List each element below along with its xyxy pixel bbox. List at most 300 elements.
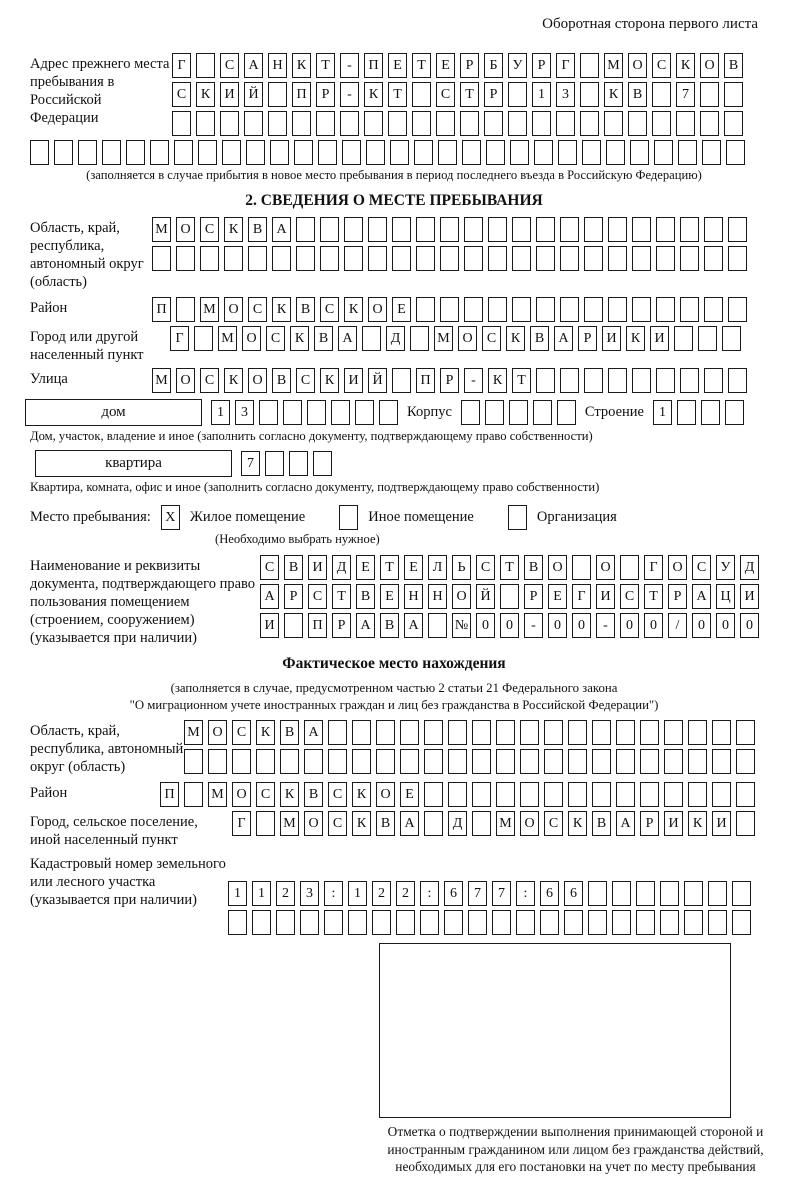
char-box[interactable]: 0 bbox=[692, 613, 711, 638]
char-box[interactable] bbox=[736, 782, 755, 807]
char-box[interactable] bbox=[680, 297, 699, 322]
char-box[interactable]: П bbox=[152, 297, 171, 322]
char-box[interactable] bbox=[701, 400, 720, 425]
char-box[interactable]: - bbox=[596, 613, 615, 638]
char-box[interactable]: А bbox=[244, 53, 263, 78]
char-box[interactable] bbox=[608, 246, 627, 271]
char-box[interactable] bbox=[688, 749, 707, 774]
char-box[interactable]: № bbox=[452, 613, 471, 638]
char-box[interactable]: 0 bbox=[644, 613, 663, 638]
char-box[interactable]: А bbox=[356, 613, 375, 638]
char-box[interactable]: К bbox=[676, 53, 695, 78]
char-box[interactable]: 2 bbox=[276, 881, 295, 906]
char-box[interactable]: Т bbox=[512, 368, 531, 393]
char-box[interactable] bbox=[196, 111, 215, 136]
char-box[interactable]: В bbox=[724, 53, 743, 78]
char-box[interactable]: Г bbox=[556, 53, 575, 78]
char-box[interactable] bbox=[660, 881, 679, 906]
char-box[interactable]: К bbox=[224, 217, 243, 242]
char-box[interactable]: К bbox=[626, 326, 645, 351]
char-box[interactable] bbox=[486, 140, 505, 165]
char-box[interactable]: С bbox=[482, 326, 501, 351]
char-box[interactable]: К bbox=[352, 811, 371, 836]
char-box[interactable] bbox=[416, 297, 435, 322]
char-box[interactable]: С bbox=[620, 584, 639, 609]
char-box[interactable]: К bbox=[604, 82, 623, 107]
char-box[interactable] bbox=[428, 613, 447, 638]
char-box[interactable]: М bbox=[218, 326, 237, 351]
char-box[interactable] bbox=[307, 400, 326, 425]
char-box[interactable]: Р bbox=[332, 613, 351, 638]
char-box[interactable]: В bbox=[296, 297, 315, 322]
char-box[interactable] bbox=[220, 111, 239, 136]
char-box[interactable]: 3 bbox=[235, 400, 254, 425]
char-box[interactable]: С bbox=[220, 53, 239, 78]
char-box[interactable] bbox=[533, 400, 552, 425]
char-box[interactable] bbox=[704, 368, 723, 393]
char-box[interactable]: С bbox=[328, 811, 347, 836]
char-box[interactable] bbox=[680, 368, 699, 393]
char-box[interactable]: С bbox=[476, 555, 495, 580]
char-box[interactable]: В bbox=[524, 555, 543, 580]
char-box[interactable] bbox=[316, 111, 335, 136]
char-box[interactable]: И bbox=[740, 584, 759, 609]
char-box[interactable] bbox=[366, 140, 385, 165]
char-box[interactable] bbox=[636, 881, 655, 906]
char-box[interactable]: К bbox=[488, 368, 507, 393]
char-box[interactable] bbox=[472, 749, 491, 774]
char-box[interactable] bbox=[628, 111, 647, 136]
char-box[interactable]: Г bbox=[572, 584, 591, 609]
char-box[interactable] bbox=[640, 749, 659, 774]
char-box[interactable] bbox=[592, 749, 611, 774]
char-box[interactable]: О bbox=[224, 297, 243, 322]
char-box[interactable] bbox=[656, 368, 675, 393]
char-box[interactable]: С bbox=[172, 82, 191, 107]
char-box[interactable] bbox=[516, 910, 535, 935]
char-box[interactable]: Д bbox=[332, 555, 351, 580]
char-box[interactable] bbox=[352, 720, 371, 745]
char-box[interactable] bbox=[664, 749, 683, 774]
char-box[interactable]: П bbox=[292, 82, 311, 107]
char-box[interactable] bbox=[608, 297, 627, 322]
char-box[interactable]: 7 bbox=[468, 881, 487, 906]
char-box[interactable] bbox=[174, 140, 193, 165]
char-box[interactable]: В bbox=[304, 782, 323, 807]
char-box[interactable]: 1 bbox=[211, 400, 230, 425]
char-box[interactable]: О bbox=[452, 584, 471, 609]
char-box[interactable] bbox=[568, 720, 587, 745]
char-box[interactable]: 6 bbox=[564, 881, 583, 906]
char-box[interactable] bbox=[194, 326, 213, 351]
char-box[interactable] bbox=[584, 246, 603, 271]
char-box[interactable] bbox=[560, 217, 579, 242]
char-box[interactable]: 3 bbox=[556, 82, 575, 107]
char-box[interactable]: К bbox=[320, 368, 339, 393]
char-box[interactable]: И bbox=[308, 555, 327, 580]
char-box[interactable]: О bbox=[242, 326, 261, 351]
char-box[interactable] bbox=[722, 326, 741, 351]
char-box[interactable] bbox=[464, 297, 483, 322]
char-box[interactable] bbox=[126, 140, 145, 165]
char-box[interactable]: 2 bbox=[372, 881, 391, 906]
char-box[interactable]: Т bbox=[316, 53, 335, 78]
char-box[interactable] bbox=[654, 140, 673, 165]
char-box[interactable] bbox=[152, 246, 171, 271]
char-box[interactable] bbox=[372, 910, 391, 935]
char-box[interactable] bbox=[268, 82, 287, 107]
char-box[interactable] bbox=[460, 111, 479, 136]
char-box[interactable]: 1 bbox=[348, 881, 367, 906]
char-box[interactable]: В bbox=[314, 326, 333, 351]
char-box[interactable]: В bbox=[628, 82, 647, 107]
char-box[interactable] bbox=[331, 400, 350, 425]
char-box[interactable]: 6 bbox=[540, 881, 559, 906]
char-box[interactable] bbox=[728, 368, 747, 393]
char-box[interactable]: К bbox=[256, 720, 275, 745]
char-box[interactable] bbox=[700, 82, 719, 107]
char-box[interactable]: Е bbox=[548, 584, 567, 609]
char-box[interactable]: А bbox=[616, 811, 635, 836]
char-box[interactable]: Т bbox=[460, 82, 479, 107]
char-box[interactable] bbox=[292, 111, 311, 136]
char-box[interactable] bbox=[512, 246, 531, 271]
char-box[interactable] bbox=[704, 246, 723, 271]
char-box[interactable] bbox=[464, 246, 483, 271]
char-box[interactable]: Р bbox=[460, 53, 479, 78]
char-box[interactable] bbox=[736, 749, 755, 774]
char-box[interactable] bbox=[584, 217, 603, 242]
char-box[interactable] bbox=[222, 140, 241, 165]
char-box[interactable] bbox=[368, 217, 387, 242]
char-box[interactable]: К bbox=[196, 82, 215, 107]
char-box[interactable]: : bbox=[516, 881, 535, 906]
char-box[interactable]: Й bbox=[476, 584, 495, 609]
char-box[interactable] bbox=[544, 749, 563, 774]
char-box[interactable]: С bbox=[320, 297, 339, 322]
char-box[interactable] bbox=[228, 910, 247, 935]
char-box[interactable]: Т bbox=[500, 555, 519, 580]
char-box[interactable]: А bbox=[272, 217, 291, 242]
char-box[interactable]: С bbox=[200, 217, 219, 242]
char-box[interactable] bbox=[364, 111, 383, 136]
char-box[interactable]: П bbox=[364, 53, 383, 78]
char-box[interactable] bbox=[484, 111, 503, 136]
apartment-field[interactable] bbox=[35, 450, 232, 477]
char-box[interactable]: М bbox=[496, 811, 515, 836]
char-box[interactable] bbox=[664, 720, 683, 745]
char-box[interactable]: 0 bbox=[500, 613, 519, 638]
char-box[interactable] bbox=[508, 111, 527, 136]
char-box[interactable] bbox=[510, 140, 529, 165]
char-box[interactable] bbox=[304, 749, 323, 774]
char-box[interactable] bbox=[520, 720, 539, 745]
char-box[interactable]: О bbox=[628, 53, 647, 78]
char-box[interactable] bbox=[328, 749, 347, 774]
char-box[interactable]: Т bbox=[388, 82, 407, 107]
char-box[interactable] bbox=[328, 720, 347, 745]
char-box[interactable] bbox=[725, 400, 744, 425]
char-box[interactable]: 0 bbox=[548, 613, 567, 638]
char-box[interactable] bbox=[632, 297, 651, 322]
char-box[interactable]: Л bbox=[428, 555, 447, 580]
char-box[interactable]: Р bbox=[524, 584, 543, 609]
char-box[interactable]: Е bbox=[400, 782, 419, 807]
char-box[interactable] bbox=[289, 451, 308, 476]
char-box[interactable]: А bbox=[260, 584, 279, 609]
char-box[interactable]: Д bbox=[386, 326, 405, 351]
char-box[interactable]: С bbox=[436, 82, 455, 107]
char-box[interactable] bbox=[582, 140, 601, 165]
char-box[interactable]: С bbox=[248, 297, 267, 322]
char-box[interactable]: П bbox=[160, 782, 179, 807]
char-box[interactable]: Ь bbox=[452, 555, 471, 580]
char-box[interactable]: С bbox=[328, 782, 347, 807]
char-box[interactable]: К bbox=[688, 811, 707, 836]
char-box[interactable]: С bbox=[200, 368, 219, 393]
char-box[interactable] bbox=[246, 140, 265, 165]
char-box[interactable]: : bbox=[324, 881, 343, 906]
char-box[interactable]: С bbox=[260, 555, 279, 580]
char-box[interactable] bbox=[488, 297, 507, 322]
char-box[interactable]: С bbox=[266, 326, 285, 351]
char-box[interactable]: О bbox=[368, 297, 387, 322]
char-box[interactable] bbox=[500, 584, 519, 609]
char-box[interactable] bbox=[700, 111, 719, 136]
char-box[interactable] bbox=[677, 400, 696, 425]
checkbox-organization[interactable] bbox=[508, 505, 527, 530]
char-box[interactable]: Е bbox=[380, 584, 399, 609]
char-box[interactable]: А bbox=[338, 326, 357, 351]
char-box[interactable]: 7 bbox=[676, 82, 695, 107]
char-box[interactable] bbox=[472, 720, 491, 745]
char-box[interactable]: В bbox=[530, 326, 549, 351]
char-box[interactable]: Н bbox=[268, 53, 287, 78]
char-box[interactable] bbox=[424, 720, 443, 745]
char-box[interactable]: 0 bbox=[620, 613, 639, 638]
char-box[interactable] bbox=[652, 82, 671, 107]
char-box[interactable] bbox=[313, 451, 332, 476]
char-box[interactable] bbox=[680, 217, 699, 242]
char-box[interactable]: В bbox=[592, 811, 611, 836]
char-box[interactable] bbox=[636, 910, 655, 935]
char-box[interactable] bbox=[184, 749, 203, 774]
char-box[interactable] bbox=[270, 140, 289, 165]
char-box[interactable] bbox=[544, 782, 563, 807]
char-box[interactable] bbox=[448, 782, 467, 807]
char-box[interactable] bbox=[392, 217, 411, 242]
char-box[interactable] bbox=[608, 368, 627, 393]
char-box[interactable]: О bbox=[668, 555, 687, 580]
char-box[interactable]: 0 bbox=[572, 613, 591, 638]
char-box[interactable] bbox=[388, 111, 407, 136]
char-box[interactable] bbox=[176, 246, 195, 271]
char-box[interactable] bbox=[342, 140, 361, 165]
char-box[interactable]: Г bbox=[170, 326, 189, 351]
char-box[interactable] bbox=[208, 749, 227, 774]
char-box[interactable]: О bbox=[232, 782, 251, 807]
char-box[interactable]: К bbox=[290, 326, 309, 351]
char-box[interactable]: Е bbox=[356, 555, 375, 580]
char-box[interactable] bbox=[318, 140, 337, 165]
char-box[interactable]: К bbox=[224, 368, 243, 393]
char-box[interactable] bbox=[54, 140, 73, 165]
char-box[interactable] bbox=[256, 749, 275, 774]
char-box[interactable] bbox=[265, 451, 284, 476]
char-box[interactable] bbox=[410, 326, 429, 351]
char-box[interactable] bbox=[376, 749, 395, 774]
char-box[interactable] bbox=[726, 140, 745, 165]
char-box[interactable]: 1 bbox=[228, 881, 247, 906]
char-box[interactable]: 7 bbox=[241, 451, 260, 476]
char-box[interactable] bbox=[485, 400, 504, 425]
char-box[interactable]: 0 bbox=[740, 613, 759, 638]
char-box[interactable] bbox=[196, 53, 215, 78]
char-box[interactable]: 1 bbox=[532, 82, 551, 107]
char-box[interactable] bbox=[468, 910, 487, 935]
char-box[interactable] bbox=[612, 910, 631, 935]
char-box[interactable] bbox=[376, 720, 395, 745]
char-box[interactable] bbox=[355, 400, 374, 425]
char-box[interactable] bbox=[340, 111, 359, 136]
char-box[interactable] bbox=[412, 111, 431, 136]
char-box[interactable]: М bbox=[152, 368, 171, 393]
char-box[interactable] bbox=[712, 749, 731, 774]
char-box[interactable] bbox=[557, 400, 576, 425]
char-box[interactable] bbox=[584, 297, 603, 322]
char-box[interactable]: О bbox=[304, 811, 323, 836]
char-box[interactable]: С bbox=[652, 53, 671, 78]
char-box[interactable]: К bbox=[506, 326, 525, 351]
char-box[interactable] bbox=[272, 246, 291, 271]
char-box[interactable]: Ц bbox=[716, 584, 735, 609]
char-box[interactable] bbox=[232, 749, 251, 774]
char-box[interactable] bbox=[702, 140, 721, 165]
char-box[interactable] bbox=[520, 782, 539, 807]
char-box[interactable] bbox=[564, 910, 583, 935]
char-box[interactable] bbox=[728, 217, 747, 242]
char-box[interactable] bbox=[724, 111, 743, 136]
char-box[interactable] bbox=[674, 326, 693, 351]
char-box[interactable]: К bbox=[364, 82, 383, 107]
char-box[interactable] bbox=[78, 140, 97, 165]
char-box[interactable] bbox=[724, 82, 743, 107]
char-box[interactable] bbox=[616, 749, 635, 774]
char-box[interactable] bbox=[268, 111, 287, 136]
char-box[interactable]: И bbox=[650, 326, 669, 351]
char-box[interactable] bbox=[560, 368, 579, 393]
char-box[interactable] bbox=[320, 246, 339, 271]
char-box[interactable] bbox=[640, 720, 659, 745]
char-box[interactable] bbox=[656, 246, 675, 271]
char-box[interactable] bbox=[438, 140, 457, 165]
char-box[interactable] bbox=[558, 140, 577, 165]
char-box[interactable] bbox=[708, 881, 727, 906]
char-box[interactable]: А bbox=[692, 584, 711, 609]
char-box[interactable]: Р bbox=[440, 368, 459, 393]
char-box[interactable]: О bbox=[520, 811, 539, 836]
char-box[interactable]: М bbox=[280, 811, 299, 836]
char-box[interactable] bbox=[508, 82, 527, 107]
char-box[interactable] bbox=[496, 782, 515, 807]
char-box[interactable] bbox=[664, 782, 683, 807]
char-box[interactable]: Г bbox=[172, 53, 191, 78]
char-box[interactable] bbox=[580, 82, 599, 107]
char-box[interactable]: И bbox=[664, 811, 683, 836]
char-box[interactable] bbox=[198, 140, 217, 165]
char-box[interactable] bbox=[472, 811, 491, 836]
char-box[interactable] bbox=[462, 140, 481, 165]
char-box[interactable]: Н bbox=[428, 584, 447, 609]
char-box[interactable]: Н bbox=[404, 584, 423, 609]
char-box[interactable] bbox=[580, 111, 599, 136]
char-box[interactable]: 2 bbox=[396, 881, 415, 906]
char-box[interactable] bbox=[588, 881, 607, 906]
char-box[interactable]: И bbox=[602, 326, 621, 351]
char-box[interactable] bbox=[440, 297, 459, 322]
char-box[interactable] bbox=[496, 720, 515, 745]
char-box[interactable] bbox=[708, 910, 727, 935]
char-box[interactable]: Й bbox=[368, 368, 387, 393]
char-box[interactable]: А bbox=[554, 326, 573, 351]
char-box[interactable]: В bbox=[280, 720, 299, 745]
char-box[interactable] bbox=[324, 910, 343, 935]
char-box[interactable]: 1 bbox=[653, 400, 672, 425]
char-box[interactable] bbox=[688, 782, 707, 807]
char-box[interactable] bbox=[688, 720, 707, 745]
char-box[interactable] bbox=[660, 910, 679, 935]
char-box[interactable]: А bbox=[404, 613, 423, 638]
char-box[interactable] bbox=[176, 297, 195, 322]
char-box[interactable]: Р bbox=[484, 82, 503, 107]
char-box[interactable] bbox=[424, 811, 443, 836]
char-box[interactable] bbox=[584, 368, 603, 393]
char-box[interactable]: Т bbox=[332, 584, 351, 609]
char-box[interactable] bbox=[424, 782, 443, 807]
char-box[interactable] bbox=[488, 246, 507, 271]
char-box[interactable] bbox=[448, 749, 467, 774]
char-box[interactable]: В bbox=[272, 368, 291, 393]
char-box[interactable] bbox=[150, 140, 169, 165]
char-box[interactable] bbox=[224, 246, 243, 271]
char-box[interactable]: Р bbox=[640, 811, 659, 836]
char-box[interactable] bbox=[540, 910, 559, 935]
char-box[interactable] bbox=[580, 53, 599, 78]
char-box[interactable]: - bbox=[340, 82, 359, 107]
char-box[interactable] bbox=[512, 297, 531, 322]
char-box[interactable]: К bbox=[280, 782, 299, 807]
char-box[interactable] bbox=[712, 720, 731, 745]
char-box[interactable]: Г bbox=[232, 811, 251, 836]
char-box[interactable] bbox=[632, 246, 651, 271]
char-box[interactable]: / bbox=[668, 613, 687, 638]
char-box[interactable] bbox=[276, 910, 295, 935]
char-box[interactable] bbox=[736, 811, 755, 836]
char-box[interactable]: Д bbox=[448, 811, 467, 836]
char-box[interactable] bbox=[444, 910, 463, 935]
char-box[interactable]: В bbox=[356, 584, 375, 609]
char-box[interactable] bbox=[102, 140, 121, 165]
char-box[interactable]: Т bbox=[412, 53, 431, 78]
char-box[interactable] bbox=[296, 246, 315, 271]
char-box[interactable]: О bbox=[458, 326, 477, 351]
char-box[interactable] bbox=[440, 217, 459, 242]
char-box[interactable]: Т bbox=[644, 584, 663, 609]
char-box[interactable] bbox=[568, 782, 587, 807]
char-box[interactable] bbox=[630, 140, 649, 165]
checkbox-residential[interactable]: X bbox=[161, 505, 180, 530]
char-box[interactable]: И bbox=[220, 82, 239, 107]
